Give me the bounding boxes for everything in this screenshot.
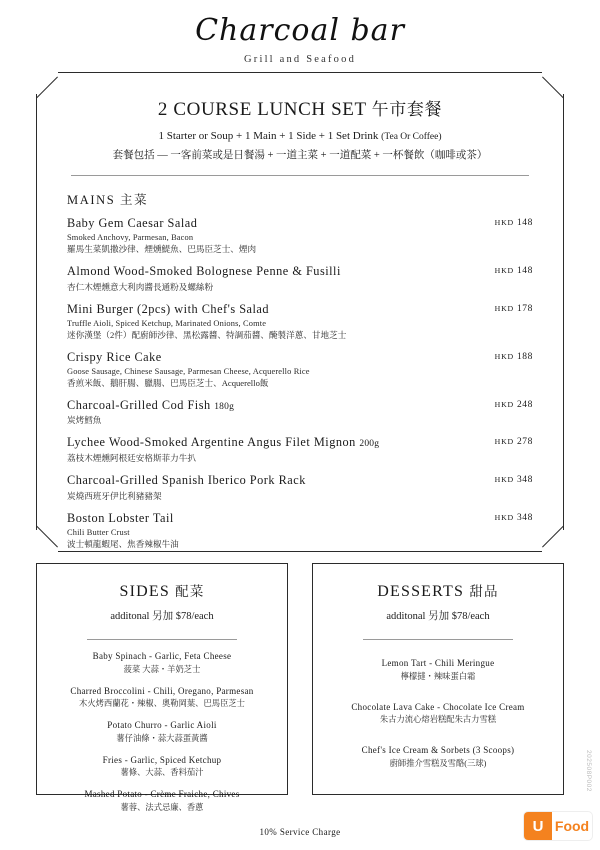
price-value: 278	[516, 437, 533, 448]
menu-item-price	[495, 266, 533, 276]
menu-item-desc-cn: 杏仁木煙燻意大利肉醬長通粉及螺絲粉	[67, 281, 214, 292]
sides-title	[51, 580, 273, 601]
lunch-set-title-en: 2 COURSE LUNCH SET	[157, 99, 367, 120]
price-value: 348	[516, 513, 533, 524]
price-currency: HKD	[494, 218, 514, 227]
menu-item-name-text: Charcoal-Grilled Cod Fish	[67, 397, 211, 412]
composition-drink-note: (Tea Or Coffee)	[381, 132, 442, 142]
menu-item-desc-cn: 迷你漢堡（2件）配廚師沙律、黑松露醬、特調茄醬、醃製洋蔥、甘地芝士	[67, 329, 347, 340]
sides-item-cn: 薯條、大蒜、香料茄汁	[120, 768, 204, 777]
menu-item-desc: Smoked Anchovy, Parmesan, Bacon	[67, 232, 194, 242]
restaurant-tagline: Grill and Seafood	[243, 54, 357, 65]
menu-item-desc-cn: 荔枝木煙燻阿根廷安格斯菲力牛扒	[67, 453, 196, 464]
menu-item	[67, 302, 533, 341]
price-currency: HKD	[494, 399, 514, 409]
sides-item	[51, 755, 273, 779]
menu-item	[67, 216, 533, 255]
corner-decoration-tl	[36, 72, 58, 94]
desserts-item-cn: 檸檬撻・辣味蛋白霜	[400, 671, 476, 681]
desserts-divider	[363, 639, 513, 640]
price-value: 178	[516, 303, 533, 314]
menu-item-name	[67, 302, 463, 318]
price-currency: HKD	[494, 265, 514, 275]
menu-item	[67, 398, 533, 427]
corner-decoration-tr	[542, 72, 564, 94]
menu-item-name	[67, 216, 463, 232]
menu-item-name	[67, 350, 463, 366]
price-value: 188	[516, 351, 533, 362]
desserts-title	[327, 580, 549, 601]
menu-item-name-text: Baby Gem Caesar Salad	[67, 216, 198, 230]
price-currency: HKD	[494, 513, 514, 523]
desserts-additional-note: additonal 另加 $78/each	[386, 611, 490, 622]
desserts-item-cn: 朱古力流心熔岩糕配朱古力雪糕	[379, 715, 497, 724]
desserts-item-cn: 廚師推介雪糕及雪酪(三球)	[389, 758, 487, 768]
desserts-item-name: Chocolate Lava Cake - Chocolate Ice Cream	[351, 701, 525, 712]
menu-item-desc-cn: 羅馬生菜凱撒沙律、煙燻鯷魚、巴馬臣芝士、煙肉	[67, 243, 257, 254]
restaurant-name: Charcoal bar	[195, 13, 405, 48]
menu-item-name-text: Mini Burger (2pcs) with Chef's Salad	[67, 301, 270, 316]
mains-list	[67, 216, 533, 550]
menu-item	[67, 264, 533, 293]
price-currency: HKD	[494, 437, 514, 447]
sides-item	[51, 789, 273, 813]
menu-item-name-text: Crispy Rice Cake	[67, 349, 162, 364]
price-value: 348	[516, 475, 533, 486]
lunch-set-composition-en	[67, 130, 533, 142]
desserts-item	[327, 702, 549, 726]
menu-item-name-text: Boston Lobster Tail	[67, 511, 174, 526]
composition-text: 1 Starter or Soup + 1 Main + 1 Side + 1 Set Drink	[158, 130, 379, 142]
sides-item-name: Charred Broccolini - Chili, Oregano, Parmesan	[70, 685, 254, 696]
menu-item-price	[495, 437, 533, 447]
menu-item	[67, 350, 533, 389]
menu-item-name-text: Charcoal-Grilled Spanish Iberico Pork Rack	[67, 473, 306, 488]
service-charge-note: 10% Service Charge	[259, 827, 341, 837]
menu-item-price	[495, 513, 533, 523]
lunch-set-composition-cn: 套餐包括 — 一客前菜或是日餐湯 + 一道主菜 + 一道配菜 + 一杯餐飲（咖啡或茶）	[112, 150, 488, 161]
corner-decoration-bl	[36, 530, 58, 552]
menu-item-price	[495, 352, 533, 362]
menu-item-name	[67, 398, 463, 414]
menu-item-price	[495, 400, 533, 410]
sides-item-cn: 薯蓉、法式忌廉、香蔥	[120, 802, 204, 812]
utravel-food-logo	[524, 812, 592, 840]
menu-item-price	[495, 304, 533, 314]
menu-item-weight: 200g	[359, 439, 380, 450]
brand-header	[0, 0, 600, 65]
menu-item-name-text: Lychee Wood-Smoked Argentine Angus Filet Mignon	[67, 435, 356, 450]
price-value: 248	[516, 399, 533, 410]
menu-item-desc-cn: 香煎米飯、鵝肝腸、臘腸、巴馬臣芝士、Acquerello飯	[67, 377, 269, 388]
menu-item-desc: Truffle Aioli, Spiced Ketchup, Marinated Onions, Comte	[67, 318, 267, 328]
menu-item	[67, 473, 533, 502]
menu-item	[67, 435, 533, 464]
sides-item	[51, 720, 273, 744]
sides-item-cn: 木火烤西蘭花・辣椒、奧勒岡葉、巴馬臣芝士	[79, 699, 245, 708]
logo-text: Food	[554, 818, 590, 834]
menu-item-name-text: Almond Wood-Smoked Bolognese Penne & Fusilli	[67, 263, 341, 278]
menu-item-desc: Chili Butter Crust	[67, 528, 130, 537]
menu-item-name	[67, 511, 463, 527]
desserts-panel	[312, 563, 564, 795]
price-currency: HKD	[494, 475, 514, 485]
corner-decoration-br	[542, 530, 564, 552]
sides-divider	[87, 639, 237, 640]
sides-title-en: SIDES	[119, 583, 170, 600]
sides-additional-note: additonal 另加 $78/each	[110, 611, 214, 622]
desserts-item-name: Chef's Ice Cream & Sorbets (3 Scoops)	[361, 745, 515, 755]
sides-item-name: Mashed Potato - Crème Fraiche, Chives	[84, 789, 240, 799]
sides-item-cn: 薯仔油條・蒜大蒜蛋黃醬	[116, 733, 208, 743]
menu-item	[67, 511, 533, 550]
price-currency: HKD	[494, 303, 514, 313]
menu-item-price	[495, 475, 533, 485]
desserts-title-cn: 甜品	[469, 584, 499, 599]
menu-item-desc-cn: 炭烤鱈魚	[67, 415, 102, 426]
sides-item-name: Baby Spinach - Garlic, Feta Cheese	[92, 651, 232, 661]
menu-item-desc-cn: 炭燒西班牙伊比利豬豬架	[67, 491, 162, 502]
desserts-item-name: Lemon Tart - Chili Meringue	[381, 658, 495, 668]
desserts-title-en: DESSERTS	[377, 583, 465, 600]
menu-item-name	[67, 473, 463, 489]
sides-item-name: Fries - Garlic, Spiced Ketchup	[102, 754, 222, 765]
menu-item-desc-cn: 波士頓龍蝦尾、焦香辣椒牛油	[67, 539, 179, 549]
mains-section-label: MAINS 主菜	[67, 193, 149, 207]
lunch-set-panel	[36, 72, 564, 552]
logo-mark: U	[524, 812, 552, 840]
menu-item-weight: 180g	[214, 401, 235, 412]
desserts-item	[327, 658, 549, 682]
lunch-set-title-cn: 午市套餐	[371, 100, 443, 119]
sides-item-cn: 菠菜 大蒜・羊奶芝士	[123, 664, 201, 674]
lunch-set-title	[67, 95, 533, 121]
menu-item-desc: Goose Sausage, Chinese Sausage, Parmesan Cheese, Acquerello Rice	[67, 366, 310, 376]
price-value: 148	[516, 218, 533, 228]
sides-item	[51, 686, 273, 710]
price-currency: HKD	[494, 351, 514, 361]
menu-item-name	[67, 264, 463, 280]
desserts-item	[327, 745, 549, 769]
bottom-panels	[36, 563, 564, 812]
menu-item-price	[495, 218, 533, 228]
sides-item-name: Potato Churro - Garlic Aioli	[107, 720, 217, 730]
sides-title-cn: 配菜	[175, 584, 205, 599]
sides-item	[51, 651, 273, 675]
panel-divider	[71, 175, 529, 176]
document-code: 202508P002	[585, 750, 592, 792]
sides-panel	[36, 563, 288, 812]
price-value: 148	[516, 265, 533, 276]
menu-item-name	[67, 435, 463, 451]
